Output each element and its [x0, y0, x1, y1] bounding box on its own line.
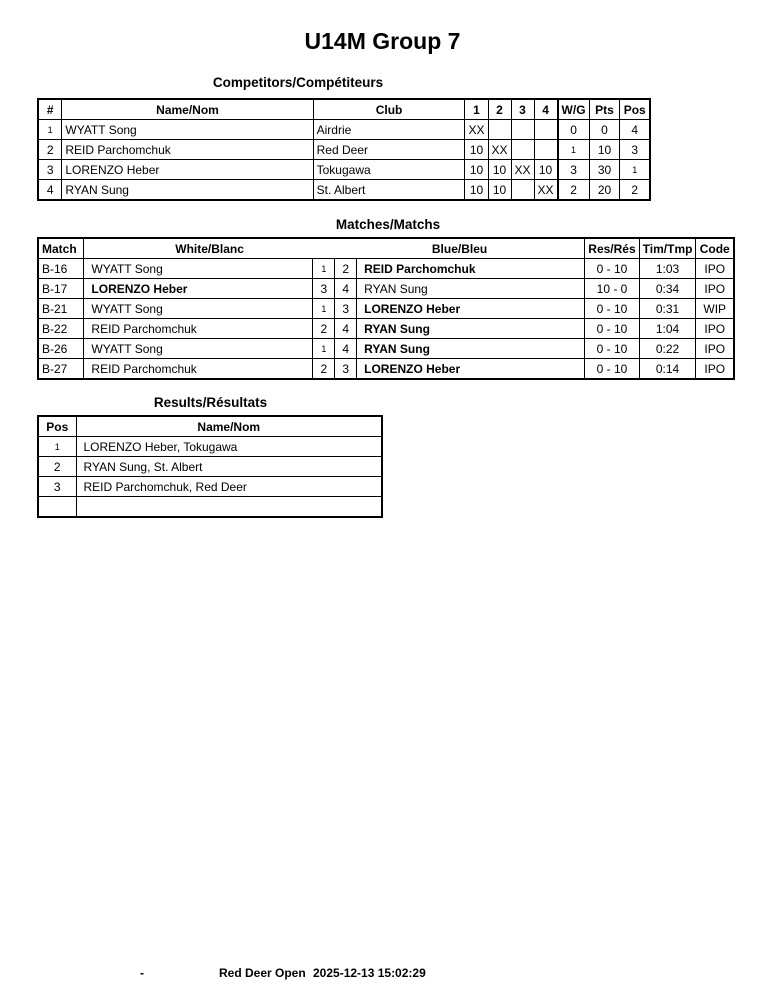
points: 20 [589, 180, 620, 201]
results-heading: Results/Résultats [153, 395, 268, 410]
competitor-num: 2 [38, 140, 62, 160]
wins: 1 [558, 140, 590, 160]
col-num: # [38, 99, 62, 120]
col-code: Code [696, 238, 734, 259]
score-3: XX [511, 160, 534, 180]
table-row [38, 140, 650, 160]
col-1: 1 [465, 99, 488, 120]
white-name: WYATT Song [84, 299, 313, 319]
blue-num: 3 [335, 359, 357, 380]
blue-name: RYAN Sung [357, 279, 585, 299]
blue-num: 4 [335, 339, 357, 359]
competitor-num: 1 [38, 120, 62, 140]
match-id: B-17 [38, 279, 84, 299]
competitors-header-row [38, 99, 650, 120]
results-header-row [38, 416, 382, 437]
col-white: White/Blanc [84, 238, 335, 259]
competitor-num: 4 [38, 180, 62, 201]
col-name: Name/Nom [76, 416, 382, 437]
table-row [38, 160, 650, 180]
match-code: IPO [696, 279, 734, 299]
competitor-name: LORENZO Heber [62, 160, 313, 180]
score-1: 10 [465, 160, 488, 180]
match-result: 0 - 10 [585, 359, 639, 380]
table-row [38, 359, 734, 380]
match-result: 10 - 0 [585, 279, 639, 299]
white-num: 1 [313, 339, 335, 359]
match-id: B-22 [38, 319, 84, 339]
competitors-table [37, 98, 651, 201]
white-num: 2 [313, 359, 335, 380]
footer-dash: - [140, 966, 144, 980]
match-result: 0 - 10 [585, 259, 639, 279]
col-3: 3 [511, 99, 534, 120]
points: 30 [589, 160, 620, 180]
white-name: WYATT Song [84, 259, 313, 279]
white-num: 2 [313, 319, 335, 339]
blue-num: 4 [335, 319, 357, 339]
match-result: 0 - 10 [585, 339, 639, 359]
competitor-club: Airdrie [313, 120, 465, 140]
result-pos: 2 [38, 457, 76, 477]
col-wg: W/G [558, 99, 590, 120]
wins: 0 [558, 120, 590, 140]
col-time: Tim/Tmp [639, 238, 696, 259]
table-row [38, 120, 650, 140]
score-2: 10 [488, 160, 511, 180]
col-pos: Pos [620, 99, 650, 120]
table-row [38, 319, 734, 339]
score-1: XX [465, 120, 488, 140]
score-2: XX [488, 140, 511, 160]
table-row [38, 497, 382, 518]
competitor-name: WYATT Song [62, 120, 313, 140]
result-pos: 1 [38, 437, 76, 457]
match-time: 1:04 [639, 319, 696, 339]
col-match: Match [38, 238, 84, 259]
col-pts: Pts [589, 99, 620, 120]
matches-heading: Matches/Matchs [335, 217, 441, 232]
competitor-name: RYAN Sung [62, 180, 313, 201]
match-id: B-16 [38, 259, 84, 279]
match-result: 0 - 10 [585, 319, 639, 339]
wins: 2 [558, 180, 590, 201]
col-club: Club [313, 99, 465, 120]
white-num: 1 [313, 299, 335, 319]
match-id: B-21 [38, 299, 84, 319]
match-code: IPO [696, 359, 734, 380]
competitors-heading: Competitors/Compétiteurs [212, 75, 384, 90]
match-time: 0:22 [639, 339, 696, 359]
match-result: 0 - 10 [585, 299, 639, 319]
blue-num: 2 [335, 259, 357, 279]
result-name: LORENZO Heber, Tokugawa [76, 437, 382, 457]
white-name: REID Parchomchuk [84, 359, 313, 380]
competitor-club: St. Albert [313, 180, 465, 201]
col-res: Res/Rés [585, 238, 639, 259]
competitor-club: Red Deer [313, 140, 465, 160]
matches-table [37, 237, 735, 380]
result-pos [38, 497, 76, 518]
position: 1 [620, 160, 650, 180]
competitor-num: 3 [38, 160, 62, 180]
match-id: B-27 [38, 359, 84, 380]
points: 10 [589, 140, 620, 160]
blue-name: LORENZO Heber [357, 359, 585, 380]
wins: 3 [558, 160, 590, 180]
score-4: XX [534, 180, 558, 201]
table-row [38, 299, 734, 319]
match-code: WIP [696, 299, 734, 319]
col-blue: Blue/Bleu [335, 238, 585, 259]
match-time: 0:31 [639, 299, 696, 319]
results-table [37, 415, 383, 518]
blue-name: LORENZO Heber [357, 299, 585, 319]
col-4: 4 [534, 99, 558, 120]
result-name: REID Parchomchuk, Red Deer [76, 477, 382, 497]
position: 2 [620, 180, 650, 201]
score-3 [511, 120, 534, 140]
match-code: IPO [696, 319, 734, 339]
position: 3 [620, 140, 650, 160]
match-time: 0:14 [639, 359, 696, 380]
result-pos: 3 [38, 477, 76, 497]
matches-header-row [38, 238, 734, 259]
score-1: 10 [465, 180, 488, 201]
white-name: REID Parchomchuk [84, 319, 313, 339]
table-row [38, 477, 382, 497]
score-3 [511, 140, 534, 160]
page-title: U14M Group 7 [304, 28, 461, 54]
points: 0 [589, 120, 620, 140]
match-code: IPO [696, 259, 734, 279]
table-row [38, 437, 382, 457]
footer-event: Red Deer Open [219, 966, 306, 980]
col-2: 2 [488, 99, 511, 120]
white-name: WYATT Song [84, 339, 313, 359]
blue-name: RYAN Sung [357, 339, 585, 359]
col-name: Name/Nom [62, 99, 313, 120]
match-time: 0:34 [639, 279, 696, 299]
table-row [38, 457, 382, 477]
score-3 [511, 180, 534, 201]
blue-num: 3 [335, 299, 357, 319]
competitor-name: REID Parchomchuk [62, 140, 313, 160]
table-row [38, 339, 734, 359]
table-row [38, 180, 650, 201]
score-2 [488, 120, 511, 140]
result-name: RYAN Sung, St. Albert [76, 457, 382, 477]
col-pos: Pos [38, 416, 76, 437]
score-4 [534, 140, 558, 160]
score-1: 10 [465, 140, 488, 160]
blue-name: RYAN Sung [357, 319, 585, 339]
score-4: 10 [534, 160, 558, 180]
white-num: 1 [313, 259, 335, 279]
footer-timestamp: 2025-12-13 15:02:29 [313, 966, 426, 980]
white-num: 3 [313, 279, 335, 299]
blue-num: 4 [335, 279, 357, 299]
blue-name: REID Parchomchuk [357, 259, 585, 279]
position: 4 [620, 120, 650, 140]
competitor-club: Tokugawa [313, 160, 465, 180]
match-time: 1:03 [639, 259, 696, 279]
score-4 [534, 120, 558, 140]
match-code: IPO [696, 339, 734, 359]
table-row [38, 259, 734, 279]
white-name: LORENZO Heber [84, 279, 313, 299]
result-name [76, 497, 382, 518]
match-id: B-26 [38, 339, 84, 359]
score-2: 10 [488, 180, 511, 201]
table-row [38, 279, 734, 299]
